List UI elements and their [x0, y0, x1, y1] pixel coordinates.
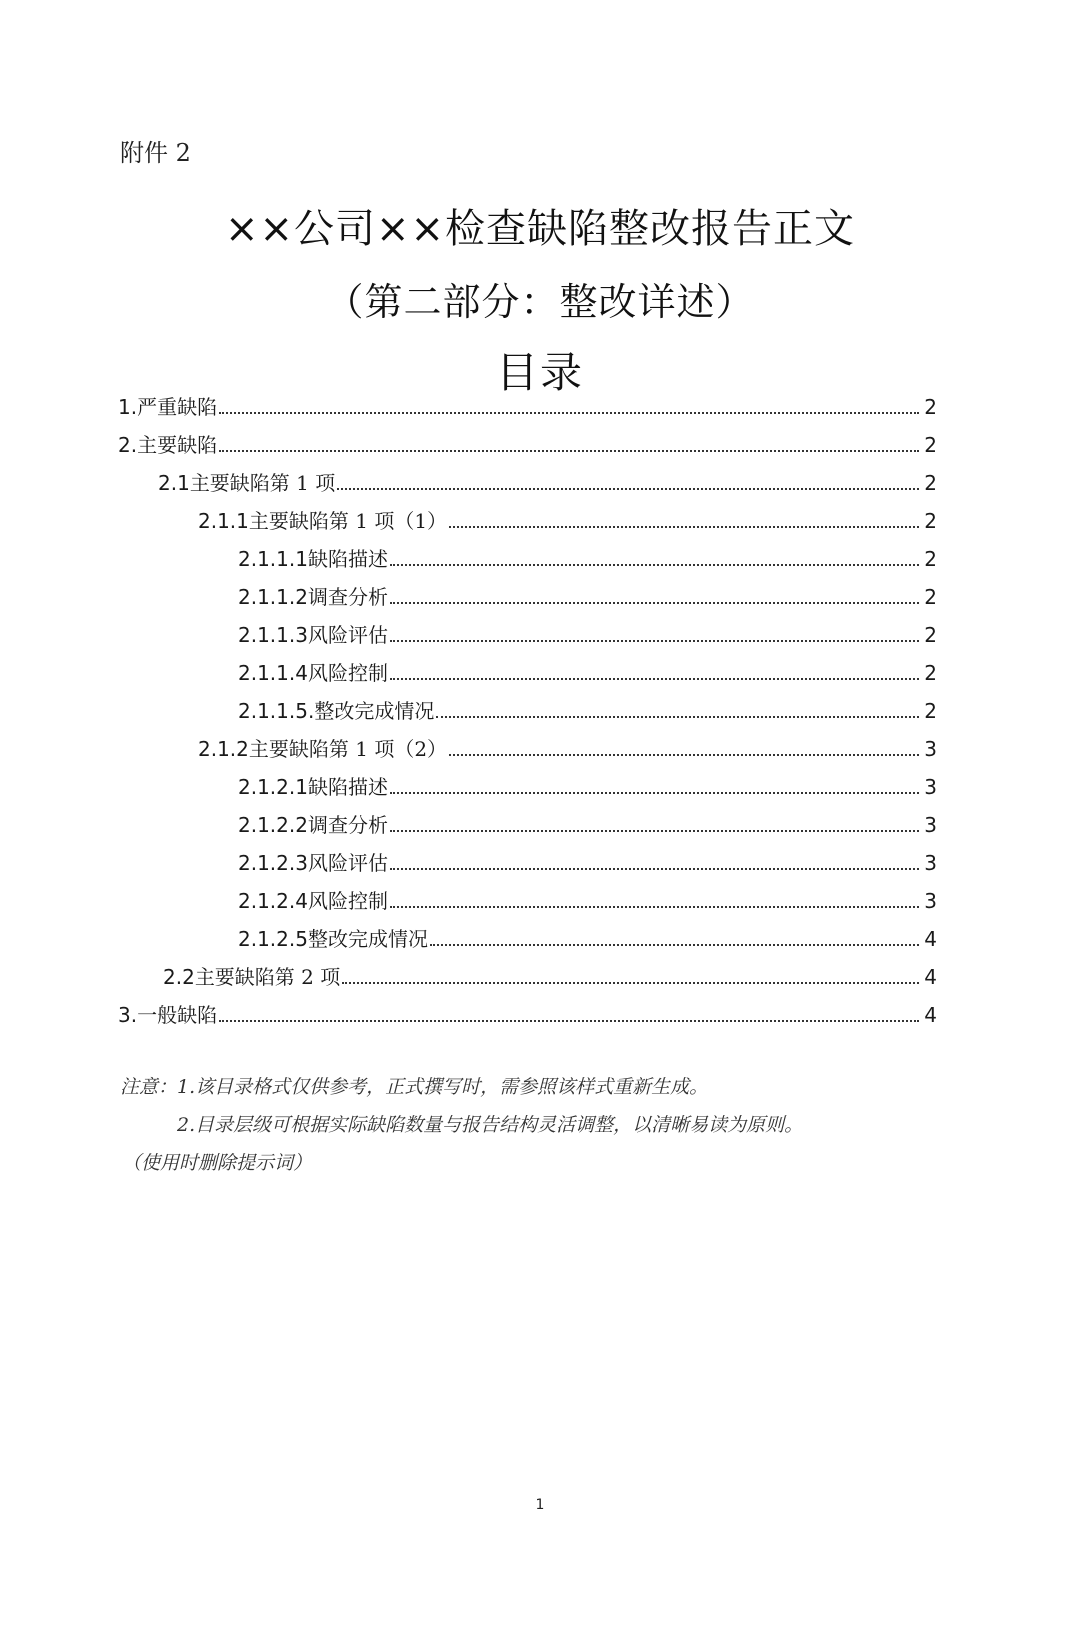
note-hint: （使用时删除提示词）	[122, 1152, 313, 1174]
toc-entry-number: 1.	[118, 395, 138, 419]
toc-entry-label: 主要缺陷第 1 项（1）	[248, 509, 448, 533]
toc-entry-number: 2.2	[163, 965, 195, 989]
toc-entry-label: 整改完成情况	[314, 699, 435, 723]
toc-leader-dots	[390, 792, 919, 794]
document-title: ××公司××检查缺陷整改报告正文	[224, 206, 856, 252]
toc-entry-label: 调查分析	[307, 585, 388, 609]
toc-entry-number: 3.	[118, 1003, 138, 1027]
toc-entry-page: 3	[924, 851, 937, 875]
toc-leader-dots	[337, 488, 919, 490]
toc-entry-label: 主要缺陷第 2 项	[194, 965, 341, 989]
toc-leader-dots	[390, 830, 919, 832]
toc-entry-page: 2	[924, 509, 937, 533]
toc-entry[interactable]	[238, 848, 937, 878]
toc-entry[interactable]	[238, 810, 937, 840]
toc-leader-dots	[342, 982, 919, 984]
toc-leader-dots	[390, 906, 919, 908]
toc-entry-page: 2	[924, 623, 937, 647]
toc-leader-dots	[219, 1020, 919, 1022]
toc-leader-dots	[390, 678, 919, 680]
toc-entry[interactable]	[118, 430, 937, 460]
toc-entry-number: 2.1.1.5.	[238, 699, 315, 723]
note-line-1: 注意：1.该目录格式仅供参考，正式撰写时，需参照该样式重新生成。	[120, 1076, 709, 1098]
toc-entry[interactable]	[163, 962, 937, 992]
toc-leader-dots	[390, 564, 919, 566]
toc-leader-dots	[430, 944, 919, 946]
toc-entry-label: 缺陷描述	[307, 547, 388, 571]
toc-entry-page: 4	[924, 927, 937, 951]
toc-leader-dots	[436, 716, 919, 718]
toc-entry-label: 风险评估	[307, 623, 388, 647]
toc-entry-page: 3	[924, 775, 937, 799]
toc-leader-dots	[390, 640, 919, 642]
toc-entry-label: 缺陷描述	[307, 775, 388, 799]
toc-entry-page: 3	[924, 813, 937, 837]
toc-entry-page: 4	[924, 965, 937, 989]
toc-entry-page: 2	[924, 661, 937, 685]
toc-entry-page: 2	[924, 585, 937, 609]
page-number: 1	[535, 1497, 545, 1513]
toc-leader-dots	[219, 412, 919, 414]
toc-entry-number: 2.1.2	[198, 737, 249, 761]
toc-entry-number: 2.1.1	[198, 509, 249, 533]
note-line-2: 2.目录层级可根据实际缺陷数量与报告结构灵活调整，以清晰易读为原则。	[177, 1114, 804, 1136]
toc-entry[interactable]	[238, 582, 937, 612]
toc-entry-page: 3	[924, 889, 937, 913]
toc-entry-number: 2.1.1.3	[238, 623, 308, 647]
toc-entry-label: 主要缺陷	[137, 433, 218, 457]
toc-entry-page: 2	[924, 471, 937, 495]
toc-entry[interactable]	[238, 772, 937, 802]
toc-entry[interactable]	[198, 734, 937, 764]
toc-heading: 目录	[495, 348, 584, 397]
toc-entry-number: 2.1.2.2	[238, 813, 308, 837]
toc-entry-label: 主要缺陷第 1 项（2）	[248, 737, 448, 761]
toc-entry-label: 风险控制	[307, 661, 388, 685]
toc-entry-label: 严重缺陷	[137, 395, 218, 419]
toc-entry-number: 2.1.2.4	[238, 889, 308, 913]
toc-entry[interactable]	[118, 392, 937, 422]
toc-leader-dots	[390, 602, 919, 604]
toc-entry-label: 调查分析	[307, 813, 388, 837]
document-subtitle: （第二部分：整改详述）	[325, 280, 755, 324]
toc-entry[interactable]	[238, 696, 937, 726]
toc-entry-number: 2.1.2.1	[238, 775, 308, 799]
toc-entry-number: 2.	[118, 433, 138, 457]
toc-entry-page: 2	[924, 433, 937, 457]
toc-entry[interactable]	[238, 924, 937, 954]
toc-entry-page: 3	[924, 737, 937, 761]
toc-entry-label: 整改完成情况	[307, 927, 428, 951]
toc-entry[interactable]	[158, 468, 937, 498]
toc-entry[interactable]	[238, 658, 937, 688]
toc-entry[interactable]	[198, 506, 937, 536]
toc-entry-page: 2	[924, 699, 937, 723]
toc-entry-label: 一般缺陷	[137, 1003, 218, 1027]
toc-leader-dots	[219, 450, 919, 452]
toc-entry[interactable]	[118, 1000, 937, 1030]
attachment-label: 附件 2	[120, 139, 191, 167]
toc-entry-page: 4	[924, 1003, 937, 1027]
toc-entry[interactable]	[238, 886, 937, 916]
toc-entry-page: 2	[924, 395, 937, 419]
toc-entry-number: 2.1	[158, 471, 190, 495]
toc-entry-number: 2.1.2.3	[238, 851, 308, 875]
toc-entry-number: 2.1.1.2	[238, 585, 308, 609]
toc-entry[interactable]	[238, 620, 937, 650]
toc-entry-page: 2	[924, 547, 937, 571]
toc-entry-number: 2.1.1.4	[238, 661, 308, 685]
toc-leader-dots	[390, 868, 919, 870]
toc-entry[interactable]	[238, 544, 937, 574]
toc-entry-number: 2.1.2.5	[238, 927, 308, 951]
toc-entry-label: 主要缺陷第 1 项	[189, 471, 336, 495]
toc-leader-dots	[449, 754, 919, 756]
toc-leader-dots	[449, 526, 919, 528]
toc-entry-label: 风险评估	[307, 851, 388, 875]
toc-entry-number: 2.1.1.1	[238, 547, 308, 571]
toc-entry-label: 风险控制	[307, 889, 388, 913]
